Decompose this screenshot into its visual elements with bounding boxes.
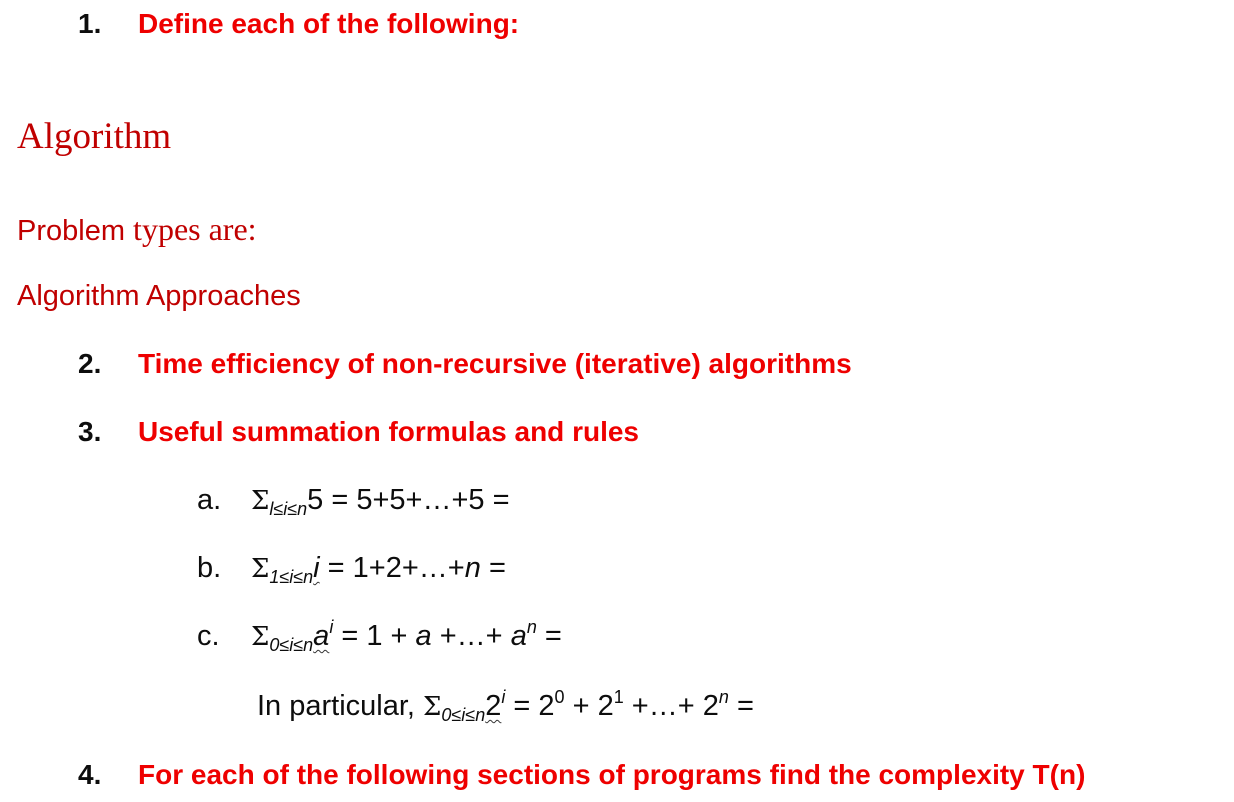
heading-text: Time efficiency of non-recursive (iterative) algorithms	[138, 348, 852, 379]
term-algorithm-approaches: Algorithm Approaches	[17, 280, 301, 312]
formula-end: =	[536, 620, 562, 652]
problem-rest: types are:	[133, 211, 257, 247]
heading-text: Useful summation formulas and rules	[138, 416, 639, 447]
heading-number: 1.	[78, 8, 102, 39]
formula-part: +…+ 2	[623, 690, 719, 722]
formula-particular	[257, 687, 754, 725]
formula-item-c	[197, 617, 562, 655]
item-letter: c.	[197, 620, 220, 652]
formula-part: +…+	[431, 620, 511, 652]
heading-number: 2.	[78, 348, 102, 379]
formula-expression: 5 = 5+5+…+5 =	[307, 484, 510, 516]
sigma-symbol: Σ	[251, 554, 270, 584]
exponent-n: n	[718, 687, 729, 707]
heading-text: For each of the following sections of programs find the complexity T(n)	[138, 759, 1086, 790]
section-heading-1	[78, 10, 519, 38]
summand-base: 2	[485, 690, 502, 722]
problem-word: Problem	[17, 215, 134, 247]
formula-part: = 1 +	[333, 620, 416, 652]
sigma-symbol: Σ	[251, 622, 270, 652]
heading-text: Define each of the following:	[138, 8, 520, 39]
summand-exponent: i	[501, 687, 506, 707]
sum-bounds: 0≤i≤n	[441, 705, 486, 725]
particular-prefix: In particular,	[257, 690, 424, 722]
exponent-1: 1	[613, 687, 624, 707]
exponent-0: 0	[554, 687, 565, 707]
formula-item-b	[197, 554, 506, 586]
formula-expression: = 1+2+…+	[319, 552, 465, 584]
term-problem-types	[17, 213, 257, 246]
item-letter: b.	[197, 552, 222, 584]
formula-part: = 2	[505, 690, 555, 722]
variable-a: a	[510, 620, 527, 652]
sum-bounds: 1≤i≤n	[269, 567, 314, 587]
heading-number: 4.	[78, 759, 102, 790]
item-letter: a.	[197, 484, 222, 516]
formula-end: =	[728, 690, 754, 722]
variable-a: a	[415, 620, 432, 652]
sigma-symbol: Σ	[423, 692, 442, 722]
term-algorithm: Algorithm	[17, 116, 172, 157]
exponent-n: n	[526, 617, 537, 637]
summand: i	[313, 552, 320, 584]
sum-bounds: 0≤i≤n	[269, 635, 314, 655]
section-heading-2	[78, 350, 852, 378]
formula-item-a	[197, 486, 510, 518]
formula-part: + 2	[564, 690, 614, 722]
summand-exponent: i	[329, 617, 334, 637]
sigma-symbol: Σ	[251, 486, 270, 516]
summand-base: a	[313, 620, 330, 652]
section-heading-4	[78, 761, 1085, 789]
sum-bounds: l≤i≤n	[269, 499, 308, 519]
heading-number: 3.	[78, 416, 102, 447]
variable-n: n	[464, 552, 481, 584]
section-heading-3	[78, 418, 639, 446]
formula-end: =	[480, 552, 506, 584]
